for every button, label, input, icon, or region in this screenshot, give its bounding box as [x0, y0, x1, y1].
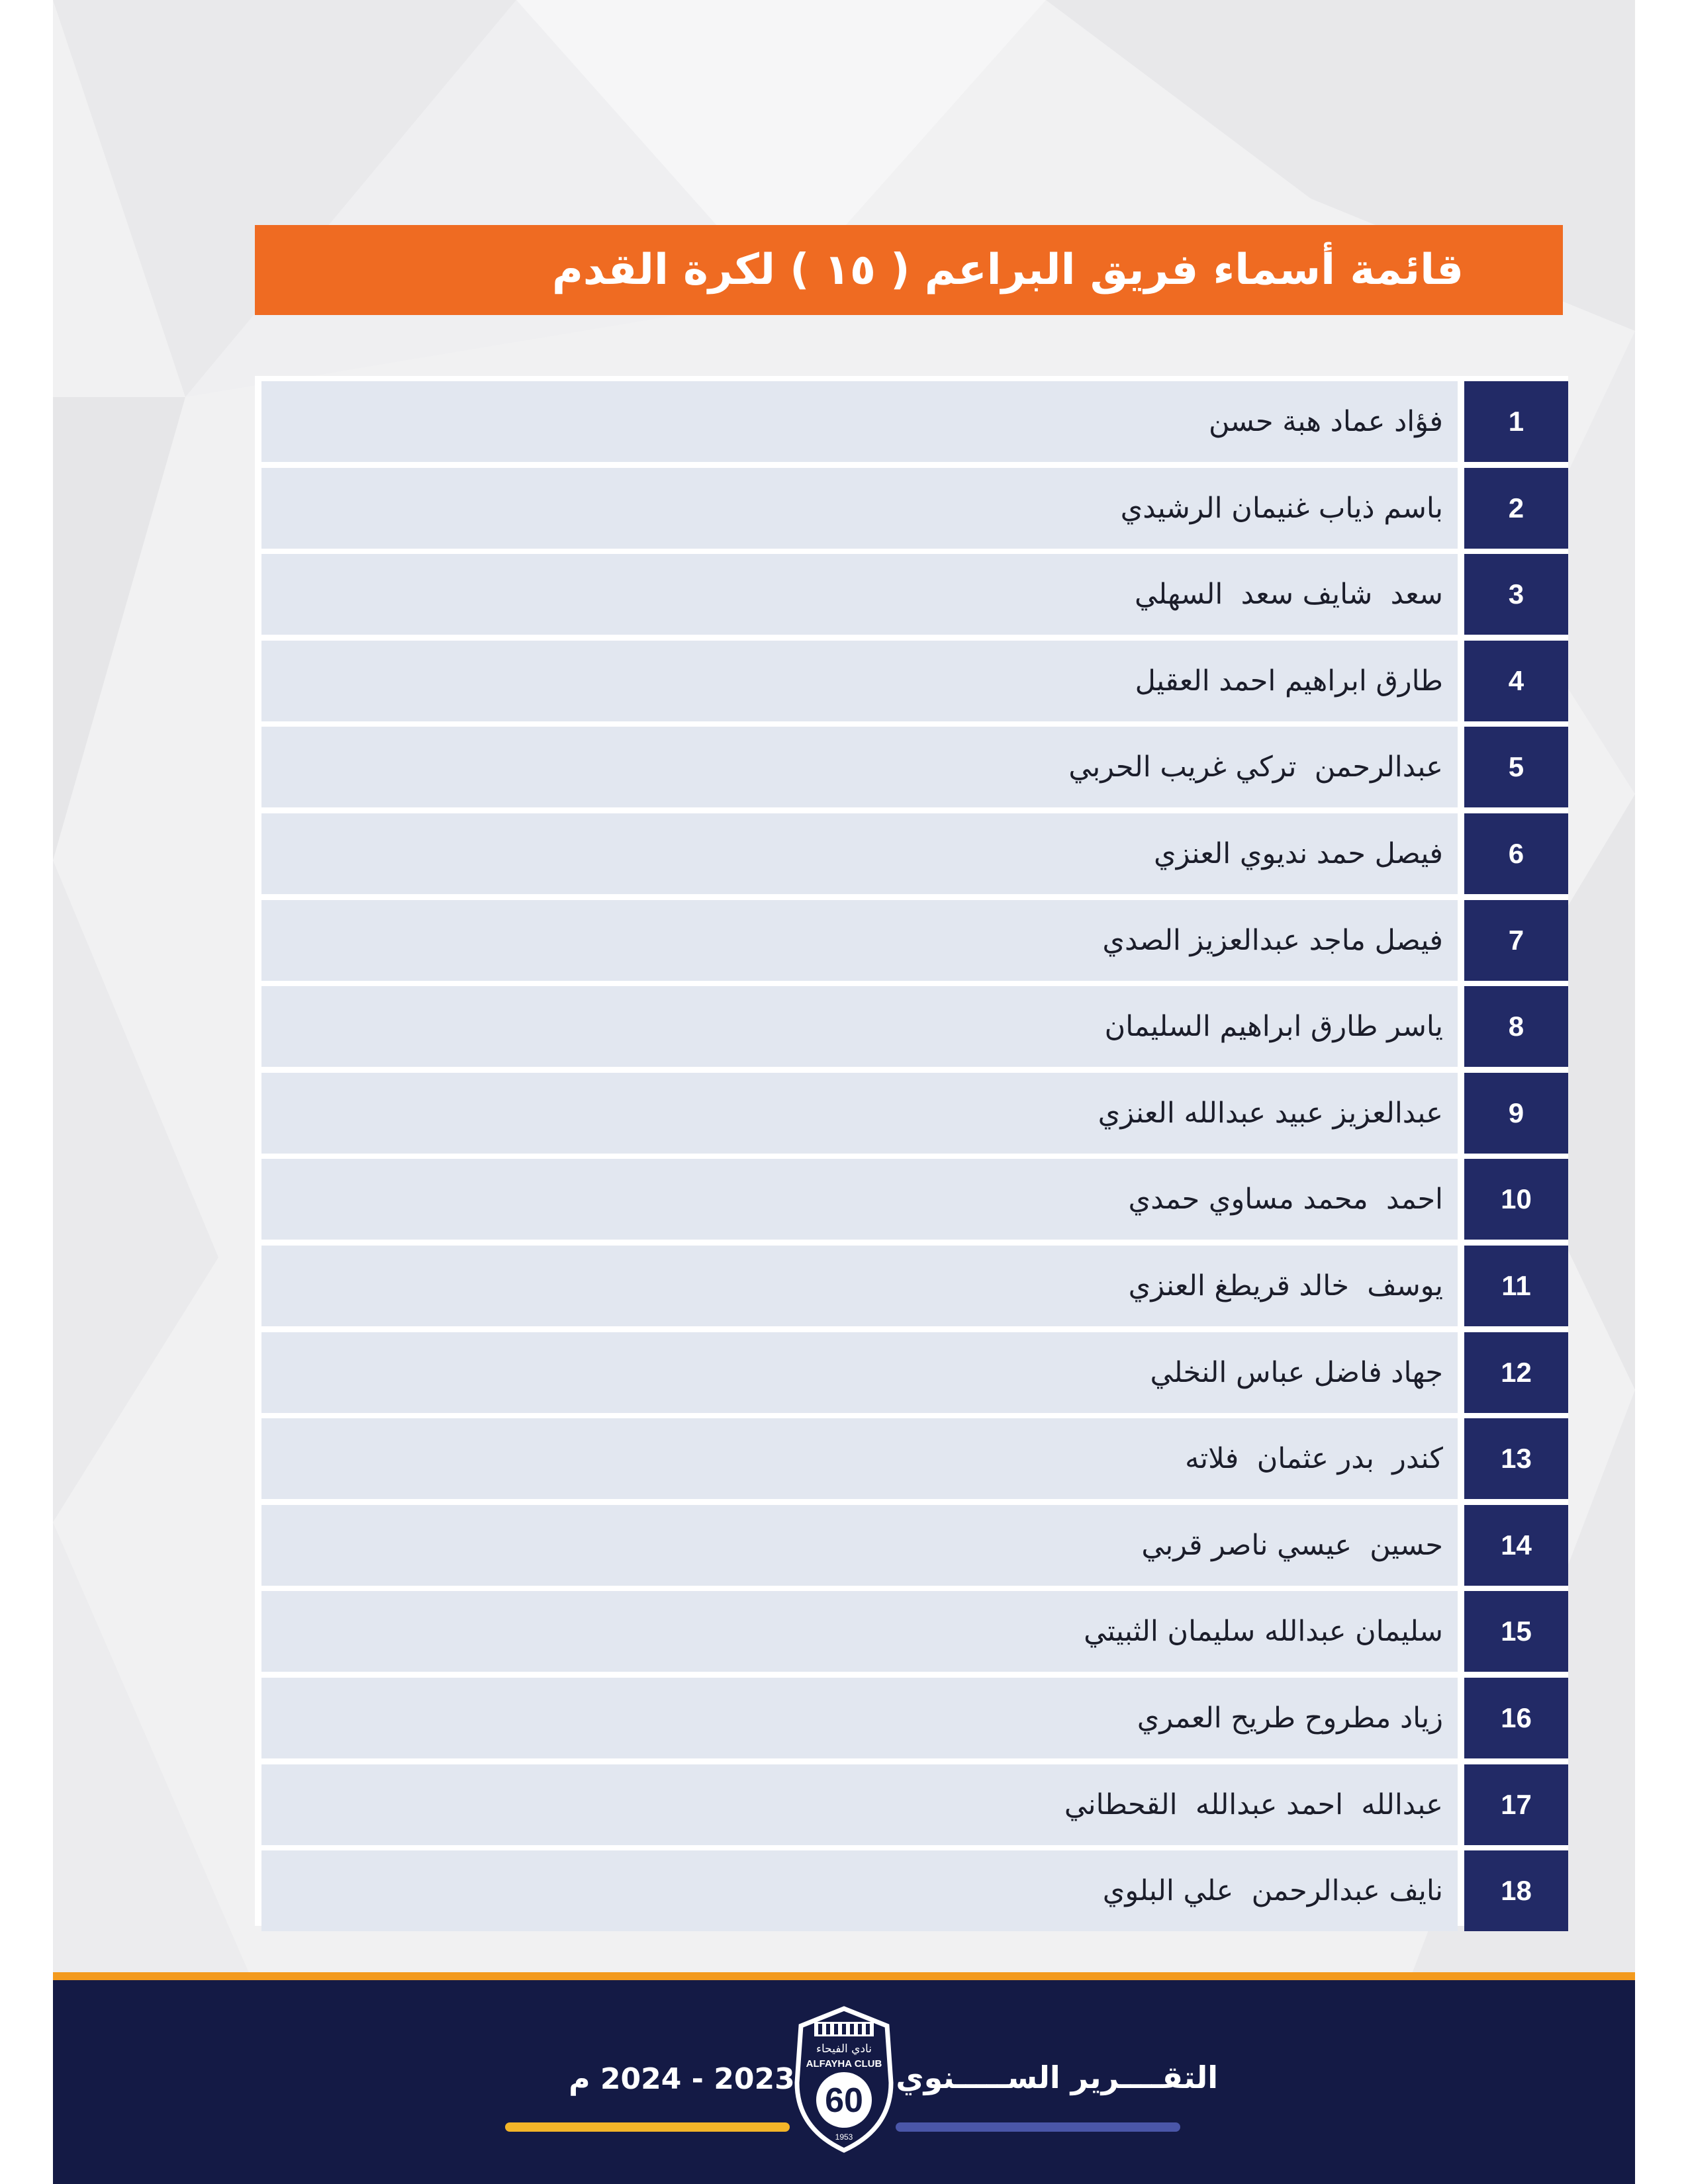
player-number-cell [1464, 1505, 1568, 1586]
player-name: عبدالعزيز عبيد عبدالله العنزي [1098, 1096, 1443, 1130]
player-name-cell [261, 1418, 1458, 1499]
player-name: سليمان عبدالله سليمان الثبيتي [1084, 1615, 1443, 1649]
player-number: 17 [1501, 1788, 1532, 1820]
player-name: ياسر طارق ابراهيم السليمان [1104, 1010, 1443, 1044]
player-name: جهاد فاضل عباس النخلي [1150, 1355, 1443, 1389]
table-row [261, 1678, 1568, 1758]
player-name: زياد مطروح طريح العمري [1137, 1701, 1443, 1735]
player-name: عبدالرحمن تركي غريب الحربي [1068, 751, 1443, 784]
player-name-cell [261, 1850, 1458, 1931]
table-row [261, 813, 1568, 894]
logo-founded-year: 1953 [835, 2132, 853, 2142]
player-number: 13 [1501, 1443, 1532, 1475]
table-row [261, 641, 1568, 721]
player-name-cell [261, 1764, 1458, 1845]
logo-arabic-name: نادي الفيحاء [816, 2042, 872, 2056]
player-number-cell [1464, 900, 1568, 981]
player-name-cell [261, 1505, 1458, 1586]
table-row [261, 1246, 1568, 1326]
logo-english-name: ALFAYHA CLUB [806, 2058, 882, 2070]
table-row [261, 1073, 1568, 1154]
player-name-cell [261, 1332, 1458, 1413]
player-number: 8 [1508, 1011, 1524, 1042]
player-number: 6 [1508, 837, 1524, 869]
player-number: 18 [1501, 1875, 1532, 1907]
player-name-cell [261, 986, 1458, 1067]
player-name-cell [261, 1678, 1458, 1758]
player-number-cell [1464, 986, 1568, 1067]
table-row [261, 1159, 1568, 1240]
player-name: يوسف خالد قريطغ العنزي [1128, 1269, 1443, 1302]
player-number-cell [1464, 1678, 1568, 1758]
table-row [261, 727, 1568, 807]
annual-report-title: التقــــرير الســـــنوي [896, 2060, 1218, 2095]
table-row [261, 900, 1568, 981]
player-name-cell [261, 554, 1458, 635]
player-name: طارق ابراهيم احمد العقيل [1135, 664, 1443, 698]
table-row [261, 986, 1568, 1067]
table-row [261, 1505, 1568, 1586]
player-name-cell [261, 900, 1458, 981]
table-row [261, 1332, 1568, 1413]
player-name: فيصل ماجد عبدالعزيز الصدي [1102, 923, 1443, 957]
table-row [261, 1591, 1568, 1672]
page-title: قائمة أسماء فريق البراعم ( ١٥ ) لكرة القدم [551, 246, 1464, 295]
player-number: 7 [1508, 924, 1524, 956]
player-number-cell [1464, 727, 1568, 807]
player-number: 3 [1508, 578, 1524, 610]
player-number: 1 [1508, 406, 1524, 437]
title-bar [255, 225, 1563, 315]
player-name-cell [261, 641, 1458, 721]
table-row [261, 381, 1568, 462]
player-number-cell [1464, 1159, 1568, 1240]
player-name: عبدالله احمد عبدالله القحطاني [1064, 1788, 1443, 1821]
player-number-cell [1464, 468, 1568, 549]
table-row [261, 1418, 1568, 1499]
player-number-cell [1464, 1850, 1568, 1931]
table-row [261, 554, 1568, 635]
player-name-cell [261, 813, 1458, 894]
player-number-cell [1464, 1591, 1568, 1672]
player-name-cell [261, 1246, 1458, 1326]
table-row [261, 1850, 1568, 1931]
player-name-cell [261, 1591, 1458, 1672]
player-number-cell [1464, 1246, 1568, 1326]
footer-accent-line [505, 2122, 790, 2132]
player-name: فؤاد عماد هبة حسن [1208, 405, 1443, 438]
player-number: 2 [1508, 492, 1524, 523]
player-number-cell [1464, 1764, 1568, 1845]
logo-anniversary: 60 [825, 2081, 863, 2120]
player-number: 9 [1508, 1097, 1524, 1128]
player-number: 5 [1508, 751, 1524, 783]
footer-accent-line [896, 2122, 1180, 2132]
player-name: حسين عيسي ناصر قربي [1141, 1528, 1443, 1562]
player-name: سعد شايف سعد السهلي [1135, 578, 1443, 612]
table-row [261, 1764, 1568, 1845]
page-footer [53, 1972, 1635, 2184]
player-number-cell [1464, 1418, 1568, 1499]
player-name-cell [261, 727, 1458, 807]
player-number-cell [1464, 381, 1568, 462]
player-name: باسم ذياب غنيمان الرشيدي [1120, 491, 1443, 525]
player-number: 4 [1508, 664, 1524, 696]
player-name: كندر بدر عثمان فلاته [1185, 1442, 1443, 1476]
player-name-cell [261, 468, 1458, 549]
player-number-cell [1464, 1332, 1568, 1413]
player-number: 11 [1501, 1269, 1531, 1301]
table-row [261, 468, 1568, 549]
player-name-cell [261, 1073, 1458, 1154]
player-number-cell [1464, 1073, 1568, 1154]
player-name-cell [261, 1159, 1458, 1240]
player-number-cell [1464, 554, 1568, 635]
report-years: 2023 - 2024 م [569, 2062, 795, 2096]
player-number: 14 [1501, 1529, 1532, 1561]
player-number: 16 [1501, 1702, 1532, 1733]
player-number: 12 [1501, 1356, 1532, 1388]
player-roster-table [255, 376, 1568, 1926]
player-name: فيصل حمد نديوي العنزي [1154, 837, 1443, 870]
player-number: 10 [1501, 1183, 1532, 1215]
player-number-cell [1464, 641, 1568, 721]
player-number-cell [1464, 813, 1568, 894]
player-name: احمد محمد مساوي حمدي [1128, 1183, 1443, 1216]
player-name-cell [261, 381, 1458, 462]
player-name: نايف عبدالرحمن علي البلوي [1102, 1874, 1443, 1908]
report-page [53, 0, 1635, 2184]
player-number: 15 [1501, 1615, 1532, 1647]
